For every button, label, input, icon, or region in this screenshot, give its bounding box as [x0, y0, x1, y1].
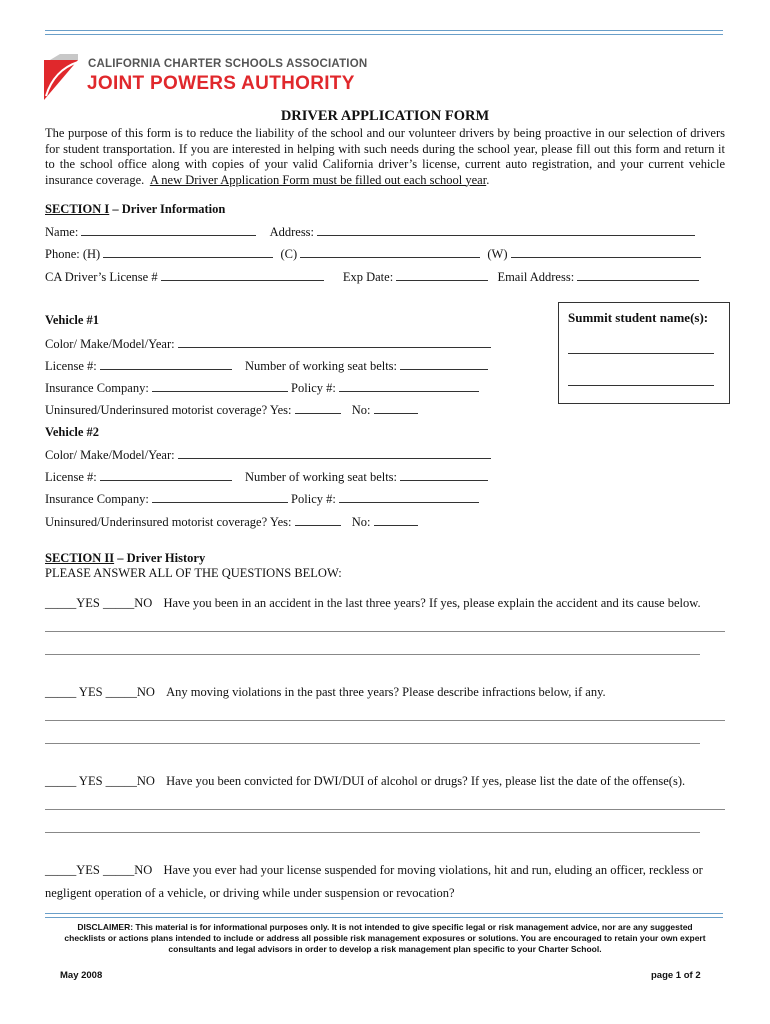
vehicle-1-no-field[interactable] [374, 402, 418, 414]
answer-line[interactable] [45, 720, 725, 721]
footer-rule [45, 917, 723, 918]
drivers-license-field[interactable] [161, 269, 324, 281]
org-name-small: CALIFORNIA CHARTER SCHOOLS ASSOCIATION [88, 58, 368, 70]
address-label: Address: [269, 225, 315, 239]
vehicle-1-insurance-field[interactable] [152, 380, 288, 392]
vehicle-2-color-row [45, 447, 491, 463]
uninsured-label: Uninsured/Underinsured motorist coverage? [45, 403, 268, 417]
answer-line[interactable] [45, 631, 725, 632]
student-names-title: Summit student name(s): [568, 310, 709, 325]
vehicle-color-label: Color/ Make/Model/Year: [45, 337, 175, 351]
question-2 [45, 685, 606, 700]
form-title: DRIVER APPLICATION FORM [280, 108, 490, 124]
yes-label: Yes: [269, 515, 292, 529]
vehicle-1-uninsured-row [45, 402, 418, 418]
ccsa-logo-icon [44, 52, 78, 100]
question-3 [45, 774, 685, 789]
vehicle-color-label: Color/ Make/Model/Year: [45, 448, 175, 462]
page-number: page 1 of 2 [651, 970, 701, 981]
question-1 [45, 596, 701, 611]
vehicle-2-license-row [45, 469, 488, 485]
yes-blank[interactable]: _____YES [45, 596, 100, 610]
email-field[interactable] [577, 269, 699, 281]
no-blank[interactable]: _____NO [103, 863, 153, 877]
student-name-field[interactable] [568, 353, 714, 354]
footer-date: May 2008 [60, 970, 103, 981]
section-1-heading [45, 202, 225, 217]
policy-label: Policy #: [291, 492, 336, 506]
vehicle-1-heading: Vehicle #1 [45, 313, 100, 327]
vehicle-2-policy-field[interactable] [339, 491, 479, 503]
phone-home-field[interactable] [103, 246, 273, 258]
no-blank[interactable]: _____NO [103, 596, 153, 610]
drivers-license-label: CA Driver’s License # [45, 270, 158, 284]
vehicle-2-insurance-row [45, 491, 479, 507]
vehicle-license-label: License #: [45, 470, 97, 484]
vehicle-2-license-field[interactable] [100, 469, 232, 481]
vehicle-1-license-field[interactable] [100, 358, 232, 370]
yes-blank[interactable]: _____YES [45, 863, 100, 877]
vehicle-2-color-field[interactable] [178, 447, 491, 459]
answer-line[interactable] [45, 743, 700, 744]
policy-label: Policy #: [291, 381, 336, 395]
footer-rule [45, 913, 723, 914]
yes-blank[interactable]: _____ YES [45, 685, 103, 699]
yes-label: Yes: [269, 403, 292, 417]
insurance-label: Insurance Company: [45, 492, 149, 506]
vehicle-2-uninsured-row [45, 514, 418, 530]
phone-cell-field[interactable] [300, 246, 480, 258]
vehicle-2-yes-field[interactable] [295, 514, 341, 526]
question-text: Have you ever had your license suspended for moving violations, hit and run, eluding an officer, reckless or [163, 863, 703, 877]
phone-work-label: (W) [487, 247, 508, 261]
vehicle-1-seatbelts-field[interactable] [400, 358, 488, 370]
vehicle-2-heading: Vehicle #2 [45, 425, 100, 439]
seatbelts-label: Number of working seat belts: [244, 470, 398, 484]
org-name-big: JOINT POWERS AUTHORITY [87, 73, 355, 94]
vehicle-1-color-field[interactable] [178, 336, 491, 348]
vehicle-1-license-row [45, 358, 488, 374]
question-4-continued: negligent operation of a vehicle, or driving while under suspension or revocation? [45, 886, 455, 900]
phone-row [45, 246, 701, 262]
no-blank[interactable]: _____NO [105, 774, 155, 788]
vehicle-1-policy-field[interactable] [339, 380, 479, 392]
question-4 [45, 863, 703, 878]
section-2-title: – Driver History [114, 551, 206, 565]
section-2-label: SECTION II [45, 551, 115, 565]
exp-date-field[interactable] [396, 269, 488, 281]
disclaimer: DISCLAIMER: This material is for informational purposes only. It is not intended to give specific legal or risk management advice, nor are any suggested checklists or actions plans intended to include or address all possible risk management exposures or solutions. You are encouraged to retain your own expert consultants and legal advisors in order to develop a risk management plan specific to your Charter School. [64, 922, 706, 954]
vehicle-2-insurance-field[interactable] [152, 491, 288, 503]
section-2-heading [45, 551, 205, 566]
exp-date-label: Exp Date: [342, 270, 394, 284]
question-text: Have you been convicted for DWI/DUI of alcohol or drugs? If yes, please list the date of the offense(s). [166, 774, 686, 788]
student-name-field[interactable] [568, 385, 714, 386]
phone-home-label: Phone: (H) [45, 247, 101, 261]
intro-paragraph: The purpose of this form is to reduce the liability of the school and our volunteer drivers by being proactive in our selection of drivers for student transportation. If you are interested in helping with such needs during the school year, please fill out this form and return it to the school office along with copies of your valid California driver’s license, current auto registration, and your current vehicle insurance coverage. A new Driver Application Form must be filled out each school year. [45, 126, 725, 187]
address-field[interactable] [317, 224, 695, 236]
email-label: Email Address: [497, 270, 575, 284]
no-label: No: [351, 515, 371, 529]
question-text: Have you been in an accident in the last three years? If yes, please explain the accident and its cause below. [163, 596, 701, 610]
vehicle-1-yes-field[interactable] [295, 402, 341, 414]
top-rule [45, 30, 723, 31]
no-label: No: [351, 403, 371, 417]
top-rule [45, 34, 723, 35]
license-row [45, 269, 699, 285]
phone-cell-label: (C) [280, 247, 298, 261]
vehicle-1-insurance-row [45, 380, 479, 396]
intro-notice: A new Driver Application Form must be filled out each school year [149, 172, 487, 187]
answer-line[interactable] [45, 654, 700, 655]
yes-blank[interactable]: _____ YES [45, 774, 103, 788]
question-text: Any moving violations in the past three years? Please describe infractions below, if any. [166, 685, 606, 699]
section-1-title: – Driver Information [109, 202, 226, 216]
vehicle-license-label: License #: [45, 359, 97, 373]
vehicle-1-color-row [45, 336, 491, 352]
phone-work-field[interactable] [511, 246, 701, 258]
answer-line[interactable] [45, 832, 700, 833]
answer-line[interactable] [45, 809, 725, 810]
vehicle-2-seatbelts-field[interactable] [400, 469, 488, 481]
section-2-instruction: PLEASE ANSWER ALL OF THE QUESTIONS BELOW: [45, 566, 342, 580]
name-field[interactable] [81, 224, 256, 236]
vehicle-2-no-field[interactable] [374, 514, 418, 526]
uninsured-label: Uninsured/Underinsured motorist coverage? [45, 515, 268, 529]
name-label: Name: [45, 225, 79, 239]
no-blank[interactable]: _____NO [105, 685, 155, 699]
section-1-label: SECTION I [45, 202, 110, 216]
insurance-label: Insurance Company: [45, 381, 149, 395]
name-address-row [45, 224, 695, 240]
intro-text: The purpose of this form is to reduce the liability of the school and our volunteer drivers by being proactive in our selection of drivers for student transportation. If you are interested in helping with such needs during the school year, please fill out this form and return it to the school office along with copies of your valid California driver’s license, current auto registration, and your current vehicle insurance coverage. [45, 126, 725, 187]
seatbelts-label: Number of working seat belts: [244, 359, 398, 373]
